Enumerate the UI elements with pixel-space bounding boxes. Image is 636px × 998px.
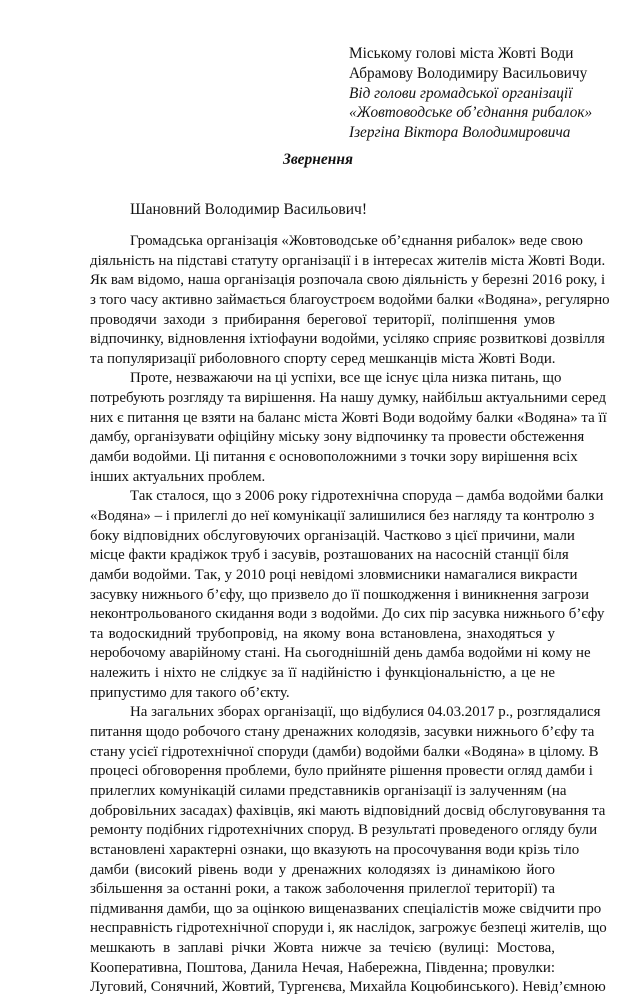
text-line: стану усієї гідротехнічної споруди (дамби) водойми балки «Водяна» в цілому. В [90,743,599,760]
text-line: процесі обговорення проблеми, було прийняте рішення провести огляд дамби і [90,763,593,780]
sender-line-2: «Жовтоводське об’єднання рибалок» [349,104,593,122]
text-line: На загальних зборах організації, що відбулися 04.03.2017 р., розглядалися [130,704,601,721]
text-line: них є питання це взяти на баланс міста Жовті Води водойму балки «Водяна» та її [90,409,607,426]
paragraph [90,487,605,703]
text-line: дамбу, організувати офіційну міську зону відпочинку та провести обстеження [90,429,585,446]
text-line: діяльність на підставі статуту організації і в інтересах жителів міста Жовті Води. [90,252,606,269]
text-line: місце факти крадіжок труб і засувів, розташованих на насосній станції біля [90,547,569,564]
text-line: неконтрольованого скидання води з водойми. До сих пір засувка нижнього б’єфу [90,606,605,623]
letter-body [90,232,610,998]
text-line: інших актуальних проблем. [90,468,266,485]
sender-line-3: Ізергіна Віктора Володимировича [349,124,571,142]
paragraph [90,369,607,487]
text-line: збільшення за останні роки, а також заболочення прилеглої території) та [90,881,555,898]
text-line: мешкають в заплаві річки Жовта нижче за течією (вулиці: Мостова, [90,940,555,957]
text-line: несправність гідротехнічної споруди і, як наслідок, загрожує безпеці жителів, що [90,920,607,937]
text-line: відпочинку, відновлення іхтіофауни водойми, усіляко сприяє розвиткові дозвілля [90,331,605,348]
text-line: належить і ніхто не слідкує за її надійністю і функціональністю, а це не [90,665,555,682]
text-line: боку відповідних обслуговуючих організацій. Частково з цієї причини, мали [90,527,575,544]
text-line: дамби водойми. Ці питання є основоположними з точки зору вирішення всіх [90,449,578,466]
text-line: Проте, незважаючи на ці успіхи, все ще існує ціла низка питань, що [130,370,562,387]
recipient-line-1: Міському голові міста Жовті Води [349,45,574,62]
text-line: засувку нижнього б’єфу, що призвело до її пошкодження і виникнення загрози [90,586,589,603]
text-line: Так сталося, що з 2006 року гідротехнічна споруда – дамба водойми балки [130,488,604,505]
paragraph [90,232,610,369]
text-line: з того часу активно займається благоустроєм водойми балки «Водяна», регулярно [90,291,610,308]
text-line: Кооперативна, Поштова, Данила Нечая, Набережна, Південна; провулки: [90,959,555,976]
text-line: встановлені характерні ознаки, що вказують на просочування води крізь тіло [90,841,580,858]
text-line: та водоскидний трубопровід, на якому вона встановлена, знаходяться у [90,625,555,642]
text-line: проводячи заходи з прибирання берегової території, поліпшення умов [90,311,555,328]
paragraph [90,703,607,998]
text-line: ремонту подібних гідротехнічних споруд. В результаті проведеного огляду були [90,822,598,839]
text-line: дамби (високий рівень води у дренажних колодязях із динамікою його [90,861,555,878]
greeting: Шановний Володимир Васильович! [130,201,367,218]
text-line: потребують розгляду та вирішення. На нашу думку, найбільш актуальними серед [90,390,607,407]
sender-line-1: Від голови громадської організації [349,84,573,102]
text-line: «Водяна» – і прилеглі до неї комунікації залишилися без нагляду та контролю з [90,507,595,524]
text-line: прилеглих комунікацій силами представників організації із залученням (на [90,782,567,799]
text-line: та популяризації риболовного спорту серед мешканців міста Жовті Води. [90,350,556,367]
text-line: добровільних засадах) фахівців, які мають відповідний досвід обслуговування та [90,802,606,819]
text-line: підмивання дамби, що за оцінкою вищеназваних спеціалістів може свідчити про [90,900,602,917]
text-line: питання щодо робочого стану дренажних колодязів, засувки нижнього б’єфу та [90,724,595,741]
text-line: дамби водойми. Так, у 2010 році невідомі зловмисники намагалися викрасти [90,566,578,583]
recipient-line-2: Абрамову Володимиру Васильовичу [349,64,588,82]
text-line: Як вам відомо, наша організація розпочала свою діяльність у березні 2016 року, і [90,272,606,289]
text-line: Громадська організація «Жовтоводське об’єднання рибалок» веде свою [130,233,583,249]
document-title: Звернення [283,151,353,168]
text-line: Луговий, Сонячний, Жовтий, Тургенєва, Михайла Коцюбинського). Невід’ємною [90,979,606,996]
recipient-block [349,44,592,143]
text-line: припустимо для такого об’єкту. [90,684,290,701]
text-line: неробочому аварійному стані. На сьогоднішній день дамба водойми ні кому не [90,645,591,662]
